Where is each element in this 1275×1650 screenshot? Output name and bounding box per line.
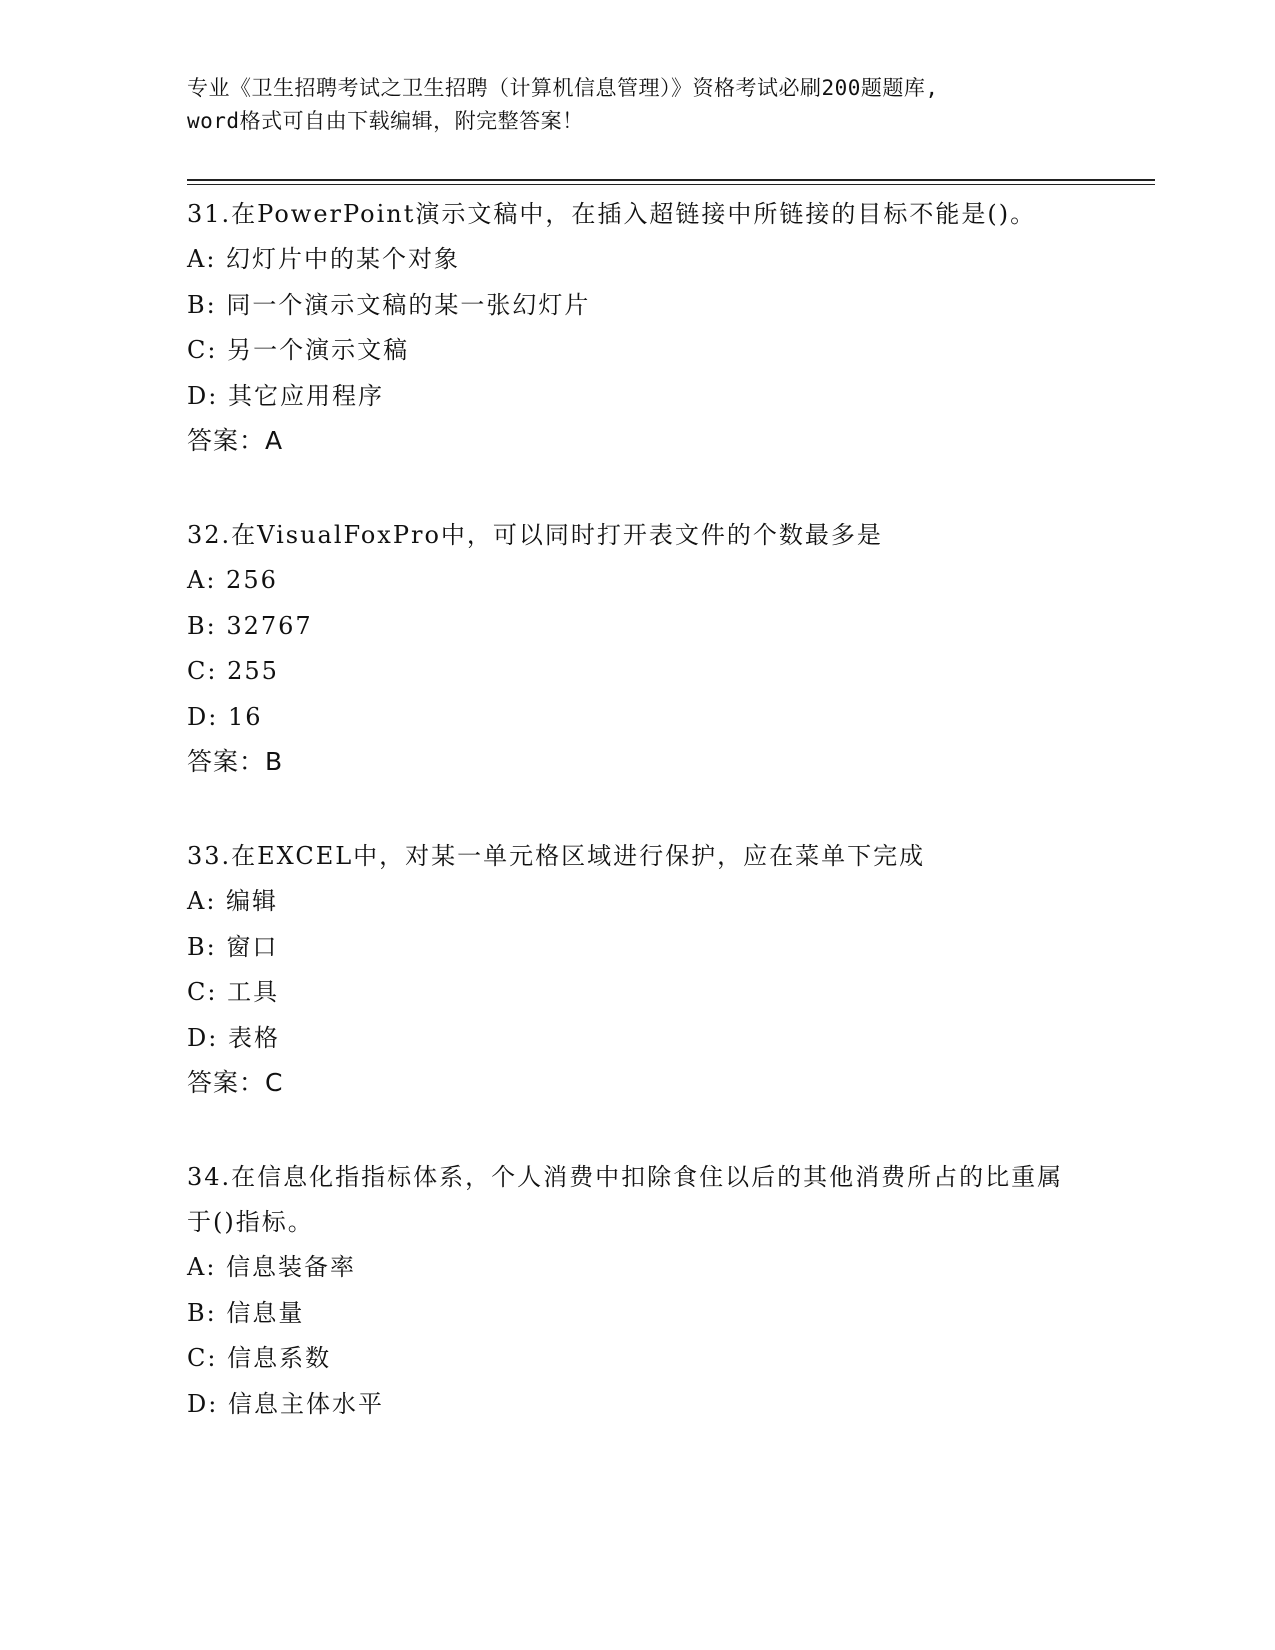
option-a: A: 幻灯片中的某个对象 xyxy=(187,245,461,273)
option-c: C: 255 xyxy=(187,657,279,685)
question-stem: 32.在VisualFoxPro中，可以同时打开表文件的个数最多是 xyxy=(187,521,883,549)
document-header xyxy=(187,72,1087,138)
question-31 xyxy=(187,192,1087,463)
header-line-2: word格式可自由下载编辑，附完整答案！ xyxy=(187,109,584,133)
option-d: D: 信息主体水平 xyxy=(187,1389,384,1418)
option-b: B: 同一个演示文稿的某一张幻灯片 xyxy=(187,290,591,319)
question-stem: 34.在信息化指指标体系，个人消费中扣除食住以后的其他消费所占的比重属于()指标。 xyxy=(187,1163,1064,1236)
option-d: D: 16 xyxy=(187,702,263,731)
header-line-1: 专业《卫生招聘考试之卫生招聘（计算机信息管理）》资格考试必刷200题题库, xyxy=(187,76,939,100)
option-a: A: 信息装备率 xyxy=(187,1253,357,1281)
header-divider-thin xyxy=(187,184,1155,185)
option-d: D: 其它应用程序 xyxy=(187,381,384,410)
option-c: C: 另一个演示文稿 xyxy=(187,336,410,364)
question-34 xyxy=(187,1155,1087,1427)
option-b: B: 32767 xyxy=(187,611,313,640)
option-a: A: 256 xyxy=(187,566,278,594)
option-c: C: 信息系数 xyxy=(187,1344,332,1372)
question-33 xyxy=(187,834,1087,1105)
option-c: C: 工具 xyxy=(187,978,280,1006)
question-list xyxy=(187,190,1087,1477)
option-d: D: 表格 xyxy=(187,1023,280,1052)
question-32 xyxy=(187,513,1087,784)
question-stem: 33.在EXCEL中，对某一单元格区域进行保护，应在菜单下完成 xyxy=(187,842,926,870)
answer-label: 答案：B xyxy=(187,747,284,776)
answer-label: 答案：A xyxy=(187,426,284,455)
option-b: B: 窗口 xyxy=(187,932,279,961)
option-b: B: 信息量 xyxy=(187,1298,305,1327)
header-divider-thick xyxy=(187,179,1155,181)
option-a: A: 编辑 xyxy=(187,887,279,915)
answer-label: 答案：C xyxy=(187,1068,284,1097)
question-stem: 31.在PowerPoint演示文稿中，在插入超链接中所链接的目标不能是()。 xyxy=(187,200,1037,228)
